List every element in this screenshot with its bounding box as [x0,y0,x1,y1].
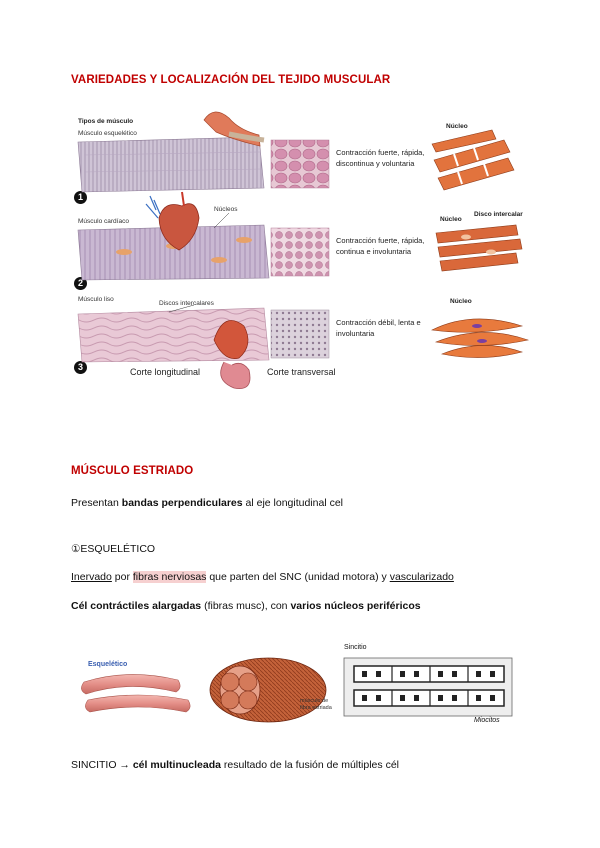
desc-skeletal: Contracción fuerte, rápida, discontinua y voluntaria [336,148,425,168]
sincitio-pre: SINCITIO → [71,759,133,771]
muscle-types-figure [64,100,534,400]
label-nucleo-2: Núcleo [440,216,462,223]
label-disco-intercalar: Disco intercalar [474,211,523,218]
desc-cardiac: Contracción fuerte, rápida, continua e involuntaria [336,236,425,256]
bandas-post: al eje longitudinal cel [242,497,343,509]
bandas-bold: bandas perpendiculares [121,497,243,509]
section-title-variedades: VARIEDADES Y LOCALIZACIÓN DEL TEJIDO MUSCULAR [71,74,391,86]
fibras-musc-text: (fibras musc), con [201,600,291,612]
snc-text: que parten del SNC (unidad motora) y [206,571,390,583]
label-sincitio: Sincitio [344,644,367,651]
desc-smooth: Contracción débil, lenta e involuntaria [336,318,421,338]
nucleos-perifericos-bold: varios núcleos periféricos [290,600,421,612]
cel-multinucleada-bold: cél multinucleada [132,759,221,771]
inervado-text: Inervado [71,571,112,583]
cel-contractiles-bold: Cél contráctiles alargadas [71,600,202,612]
label-miocitos: Miocitos [474,717,500,724]
number-badge-2: 2 [74,277,87,290]
label-nucleos: Núcleos [214,206,238,213]
number-badge-3: 3 [74,361,87,374]
por-text: por [111,571,133,583]
paragraph-bandas [71,497,343,509]
sincitio-post: resultado de la fusión de múltiples cél [220,759,399,771]
label-smooth: Músculo liso [78,296,114,303]
label-discos: Discos intercalares [159,300,214,307]
label-nucleo-1: Núcleo [446,123,468,130]
paragraph-celulas [71,600,421,612]
label-esqueletico: Esquelético [88,661,128,668]
number-badge-1: 1 [74,191,87,204]
bandas-pre: Presentan [71,497,122,509]
figure-heading: Tipos de músculo [78,118,134,125]
label-cardiac: Músculo cardíaco [78,218,129,225]
paragraph-sincitio [71,759,399,771]
caption-corte-transversal: Corte transversal [267,367,336,377]
subtitle-esqueletico: ①ESQUELÉTICO [71,543,156,555]
fibras-nerviosas-highlight: fibras nerviosas [132,571,207,583]
label-nucleo-3: Núcleo [450,298,472,305]
label-musculo-fibra: músculo de fibra estriada [300,698,332,711]
caption-corte-longitudinal: Corte longitudinal [130,367,201,377]
paragraph-inervado [71,571,454,583]
vascularizado-text: vascularizado [389,571,454,583]
section-title-musculo-estriado: MÚSCULO ESTRIADO [71,465,194,477]
skeletal-figure [78,640,518,730]
label-skeletal: Músculo esquelético [78,130,137,137]
skeletal-illustration [78,640,518,730]
muscle-types-illustration [64,100,534,400]
